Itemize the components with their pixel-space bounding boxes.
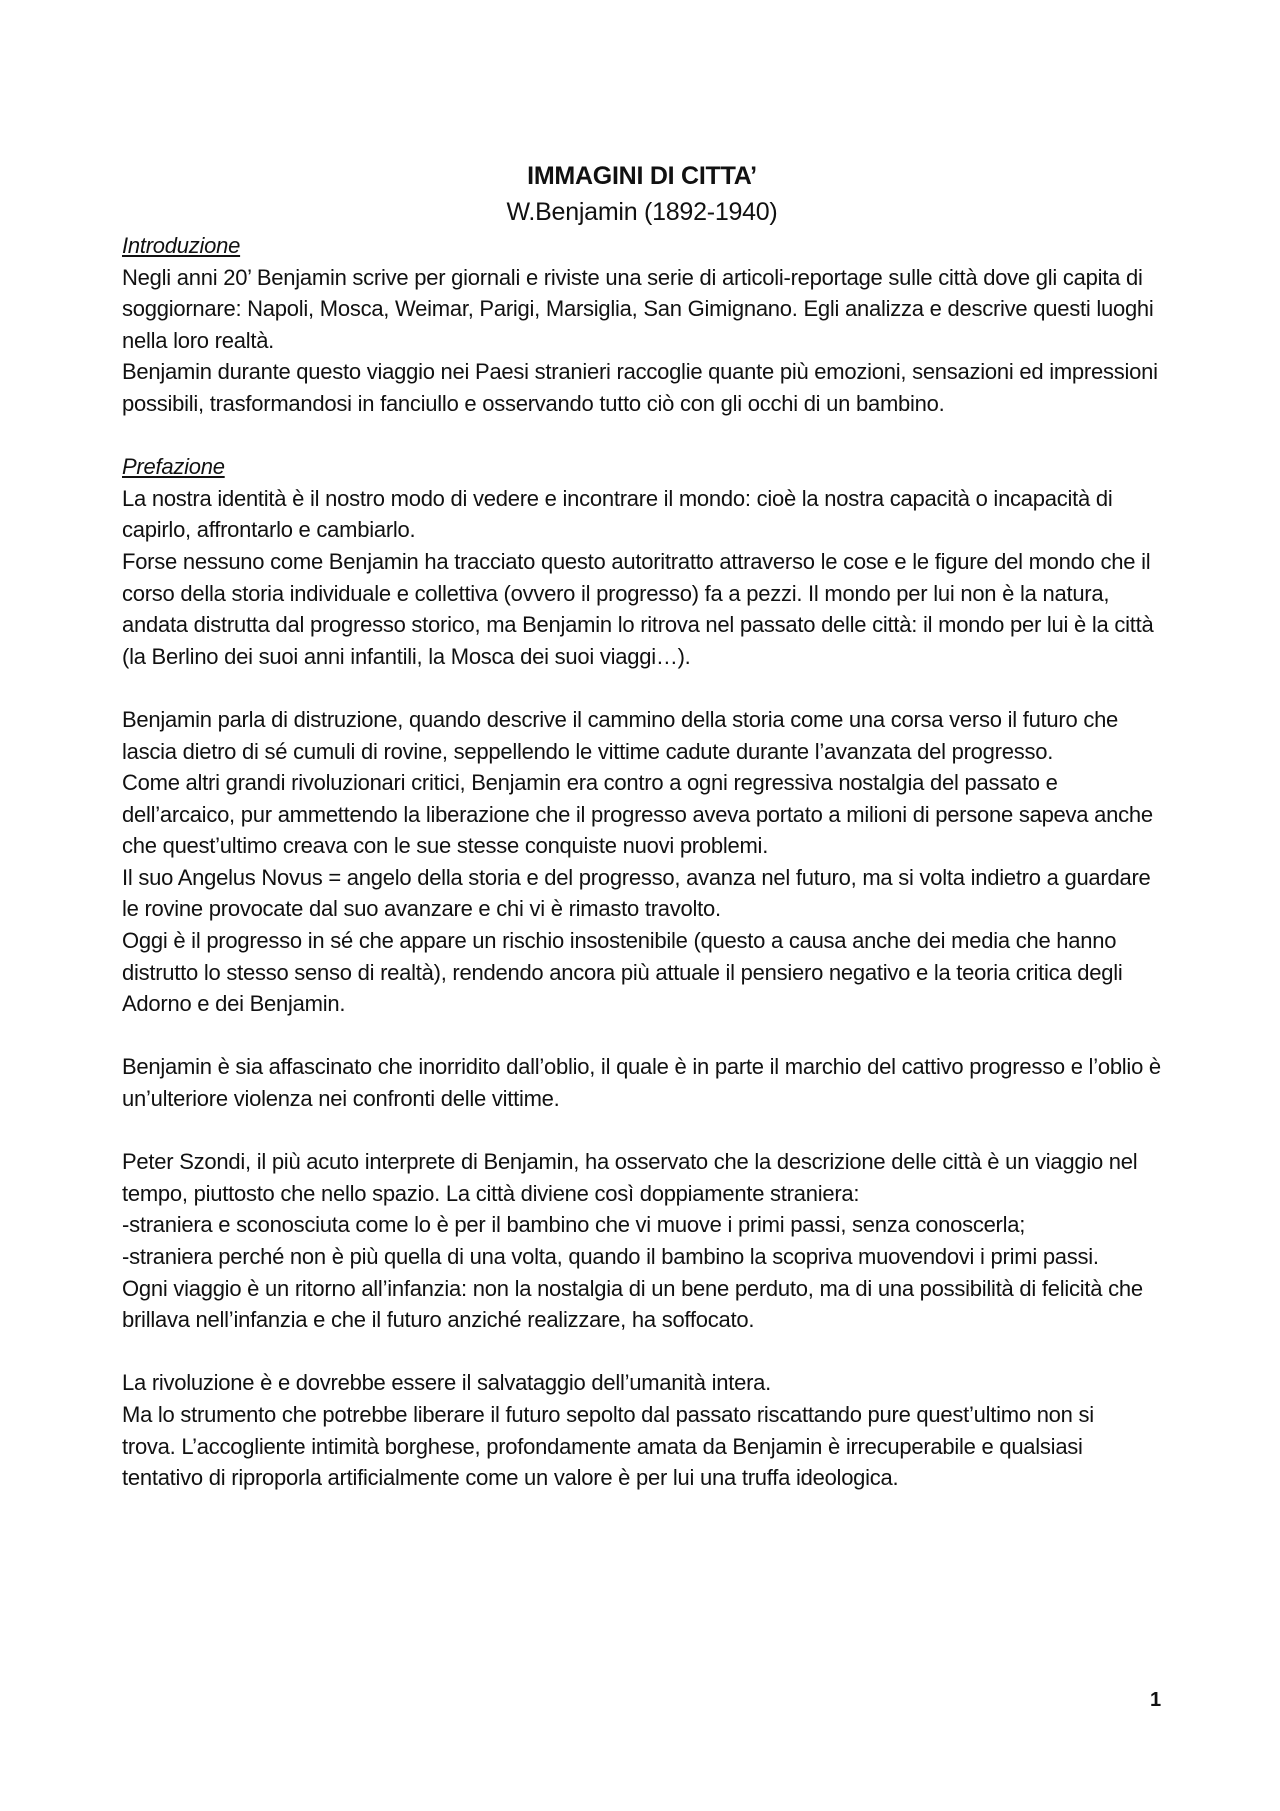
preface-paragraph: Ma lo strumento che potrebbe liberare il futuro sepolto dal passato riscattando pure quest’ultimo non si xyxy=(122,1401,1094,1427)
document-title: IMMAGINI DI CITTA’ xyxy=(527,162,757,190)
preface-paragraph: Forse nessuno come Benjamin ha tracciato questo autoritratto attraverso le cose e le figure del mondo che il corso della storia individuale e collettiva (ovvero il progresso) fa a pezzi. Il mondo per lui non è la natura, andata distrutta dal progresso storico, ma Benjamin lo ritrova nel passato delle città: il mondo per lui è la città (la Berlino dei suoi anni infantili, la Mosca dei suoi viaggi…). xyxy=(122,548,1154,669)
preface-paragraph: Oggi è il progresso in sé che appare un rischio insostenibile (questo a causa anche dei media che hanno distrutto lo stesso senso di realtà), rendendo ancora più attuale il pensiero negativo e la teoria critica degli Adorno e dei Benjamin. xyxy=(122,928,1123,1017)
preface-paragraph: La nostra identità è il nostro modo di vedere e incontrare il mondo: cioè la nostra capacità o incapacità di capirlo, affrontarlo e cambiarlo. xyxy=(122,485,1113,543)
preface-paragraph: Come altri grandi rivoluzionari critici, Benjamin era contro a ogni regressiva nostalgia del passato e dell’arcaico, pur ammettendo la liberazione che il progresso aveva portato a milioni di persone sapeva anche che quest’ultimo creava con le sue stesse conquiste nuovi problemi. xyxy=(122,770,1153,859)
blank-line xyxy=(122,1115,1162,1147)
preface-paragraph: Peter Szondi, il più acuto interprete di Benjamin, ha osservato che la descrizione delle città è un viaggio nel tempo, piuttosto che nello spazio. La città diviene così doppiamente straniera: xyxy=(122,1149,1138,1206)
blank-line xyxy=(122,672,1162,704)
introduction-heading: Introduzione xyxy=(122,233,241,258)
introduction-paragraph: Benjamin durante questo viaggio nei Paesi stranieri raccoglie quante più emozioni, sensazioni ed impressioni possibili, trasformandosi in fanciullo e osservando tutto ciò con gli occhi di un bambino. xyxy=(122,359,1158,416)
preface-paragraph: Benjamin è sia affascinato che inorridito dall’oblio, il quale è in parte il marchio del cattivo progresso e l’oblio è un’ulteriore violenza nei confronti delle vittime. xyxy=(122,1054,1161,1112)
preface-paragraph: La rivoluzione è e dovrebbe essere il salvataggio dell’umanità intera. xyxy=(122,1370,772,1396)
page-number: 1 xyxy=(1150,1689,1162,1711)
document-subtitle: W.Benjamin (1892-1940) xyxy=(506,198,778,226)
preface-paragraph: Benjamin parla di distruzione, quando descrive il cammino della storia come una corsa verso il futuro che lascia dietro di sé cumuli di rovine, seppellendo le vittime cadute durante l’avanzata del progresso. xyxy=(122,706,1119,764)
preface-list-item: -straniera e sconosciuta come lo è per il bambino che vi muove i primi passi, senza conoscerla; xyxy=(122,1212,1026,1238)
preface-paragraph: trova. L’accogliente intimità borghese, profondamente amata da Benjamin è irrecuperabile e qualsiasi tentativo di riproporla artificialmente come un valore è per lui una truffa ideologica. xyxy=(122,1433,1083,1491)
preface-paragraph: Ogni viaggio è un ritorno all’infanzia: non la nostalgia di un bene perduto, ma di una possibilità di felicità che brillava nell’infanzia e che il futuro anziché realizzare, ha soffocato. xyxy=(122,1275,1143,1333)
preface-heading: Prefazione xyxy=(122,454,225,480)
blank-line xyxy=(122,420,1162,452)
document-body xyxy=(122,158,1162,1494)
preface-paragraph: Il suo Angelus Novus = angelo della storia e del progresso, avanza nel futuro, ma si volta indietro a guardare le rovine provocate dal suo avanzare e chi vi è rimasto travolto. xyxy=(122,864,1151,922)
blank-line xyxy=(122,1336,1162,1368)
blank-line xyxy=(122,1020,1162,1052)
preface-list-item: -straniera perché non è più quella di una volta, quando il bambino la scopriva muovendovi i primi passi. xyxy=(122,1244,1099,1269)
introduction-paragraph: Negli anni 20’ Benjamin scrive per giornali e riviste una serie di articoli-reportage sulle città dove gli capita di soggiornare: Napoli, Mosca, Weimar, Parigi, Marsiglia, San Gimignano. Egli analizza e descrive questi luoghi nella loro realtà. xyxy=(122,264,1154,353)
